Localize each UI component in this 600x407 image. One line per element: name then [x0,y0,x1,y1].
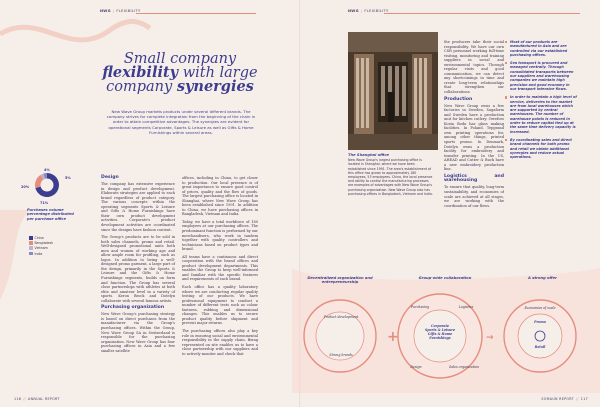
chart-legend [29,236,53,257]
right-column-1: the producers take their social responsibility. We have our own CSR personnel working full-time visiting, monitoring and training suppliers in social and environmental topics. Through regular visits and good communication, we can detect any shortcomings in time and create long-term relationships that strengthen our collaborations. Production New Wave Group owns a few factories in Sweden, Sagaform and Sweden have a production unit for kitchen cutlery. Orrefors Kosta Boda has glass making facilities. In Poland, Tepgrand own printing operations for, among other things, printed sports promo. In Denmark, Dotelyn owns a production facility for embroidery and transfer printing. In the US, AHEAD and Cutter & Buck have a new embroidery production line. Logistics and warehousing To ensure that quality, long-term sustainability, and economies of scale are achieved at all stages, we are working with the coordination of our flows. [444,40,504,208]
synergy-diagram [0,268,557,393]
pct-label-vietnam: 4% [44,168,50,172]
ring-mid-label-1: Logistics [458,305,474,309]
design-heading: Design [101,175,119,180]
ring-mid-label-3: Design [410,365,422,369]
purchase-volume-donut-chart [32,170,62,200]
ring-left-label-1: Strong brands [329,353,353,357]
ring-mid-label-2: Sales organization [449,365,479,369]
ring-right-top: Economies of scale [524,306,556,310]
diagram-center-segments: Corporate Sports & Leisure Gifts & Home Furnishings [425,324,455,340]
pct-label-india: 5% [65,176,71,180]
shanghai-office-photo [348,32,438,150]
svg-text:+: + [387,329,399,345]
diagram-title-strong-offer: A strong offer [528,276,557,280]
right-footer: SOMAUN REPORT // 117 [541,397,588,401]
legend-item-vietnam: Vietnam [29,246,53,251]
diagram-title-decentralized: Decentralized organization and entrepreneurship [307,276,373,284]
right-header-rule [384,13,580,14]
warehouse-illustration [348,32,438,150]
bullet-item: Sea transport is procured and managed centrally. Through consolidated transports between our suppliers and warehousing companies we maintain high precision and good economy in our transport intensive flows. [505,61,577,91]
legend-item-china: China [29,236,53,241]
intro-paragraph: New Wave Group markets products under several different brands. The company strives for complete integration from the beginning of the chain in order to attain competitive advantages. The synergies are evident for operational segments Corporate, Sports & Leisure as well as Gifts & Home Furnishings within several areas. [106,109,256,135]
svg-text:→: → [486,333,494,343]
left-header: NWG | FLEXIBILITY [100,9,141,13]
logistics-heading: Logistics and warehousing [444,173,504,184]
production-heading: Production [444,96,473,102]
right-header: NWG | FLEXIBILITY [348,9,389,13]
left-column-2: offices, including in China, to get closer to production. Our local presence is of great importance to ensure good control of prices, quality and the flow of goods. The largest purchasing office is located in Shanghai, where New Wave Group has been established since 1991. In addition to China, we have purchasing offices in Bangladesh, Vietnam and India. Today, we have a total workforce of 180 employees at our purchasing offices. The predominant function is performed by our merchandisers, who work in tandem together with quality controllers and technicians based on product types and brand. All teams have a continuous and direct cooperation with the brand offices and product development departments. This enables the Group to keep well-informed and familiar with the specific features and requirements of each brand. Each office has a quality laboratory where we are conducting regular quality testing of our products. We have professional equipment to conduct a number of different tests such as colour fastness, rubbing and dimensional changes. This enables us to secure product quality before shipment and prevent major returns. The purchasing offices also play a key role in ensuring social and environmental responsibility in the supply chain. Being represented on site enables us to have a close partnership with our suppliers and to actively monitor and check that [182,176,258,356]
ring-right-promo: Promo [534,320,546,324]
left-footer: 116 // ANNUAL REPORT [14,397,60,401]
left-column-1: Design The company has extensive experience in design and product development. Elaborate strategies are applied to each brand regardless of product category. The various concepts within the operating segments Sports & Leisure and Gifts & Home Furnishings have their own product development activities. Corporate's product development activities are coordinated since the designs have fashion content. The Group's products are to be sold in both sales channels, promo and retail. Well-designed promotional units both men and women of working age and allow ample room for profiling, such as logos. In addition to being a well-designed promo garment, a large part of the design, primarily in the Sports & Leisure and the Gifts & Home Furnishings segments, builds on form and function. The Group has several close partnerships with athletes at both elite and amateur level in a variety of sports. Keron Brock and Dotelyn collaborate with several famous artists. Purchasing organization New Wave Group's purchasing strategy is based on direct purchases from the manufacturer via the Group's purchasing offices. Within the Group, New Wave Group SA in Switzerland is responsible for the purchasing organization. New Wave Group has four purchasing offices in Asia and a few smaller satellite [101,175,175,353]
purchasing-heading: Purchasing organization [101,305,165,311]
left-header-rule [136,13,256,14]
diagram-title-collaboration: Group-wide collaboration [418,276,472,280]
chart-caption: Purchases volume percentage distributed per purchase office [27,208,74,221]
ring-right-retail: Retail [534,345,546,349]
ring-left-label-0: Product development [323,315,359,319]
pct-label-china: 71% [40,201,49,205]
photo-caption: The Shanghai office New Wave Group's largest purchasing office is located in Shanghai, where we have been established since 1991. The area's establishment of this office has grown to approximately 180 employees, 53 employees. China, the local presence and ability to control the manufacturing processes are examples of advantages with New Wave Group's purchasing organization. New Wave Group also has purchasing offices in Bangladesh, Vietnam and India. [348,153,433,196]
legend-item-bangladesh: Bangladesh [29,241,53,246]
ring-mid-label-0: Purchasing [410,305,430,309]
legend-item-india: India [29,252,53,257]
bullet-item: Most of our products are manufactured in Asia and are controlled via our established purchasing offices. [505,40,577,57]
bullet-item: In order to maintain a high level of service, deliveries to the market are from local warehouses which are supported by central warehouses. The number of warehouse points is reduced in order to reduce capital tied up at the same time delivery capacity is increased. [505,95,577,134]
bullet-item: By coordinating sales and direct brand channels for both promo and retail we obtain additional synergies and reduce actual operations. [505,138,577,159]
diagram-graphics [0,268,600,393]
page-title: Small company flexibility with large company synergies [102,51,258,95]
pct-label-china-side: 20% [21,185,30,189]
bullet-list [505,40,577,163]
